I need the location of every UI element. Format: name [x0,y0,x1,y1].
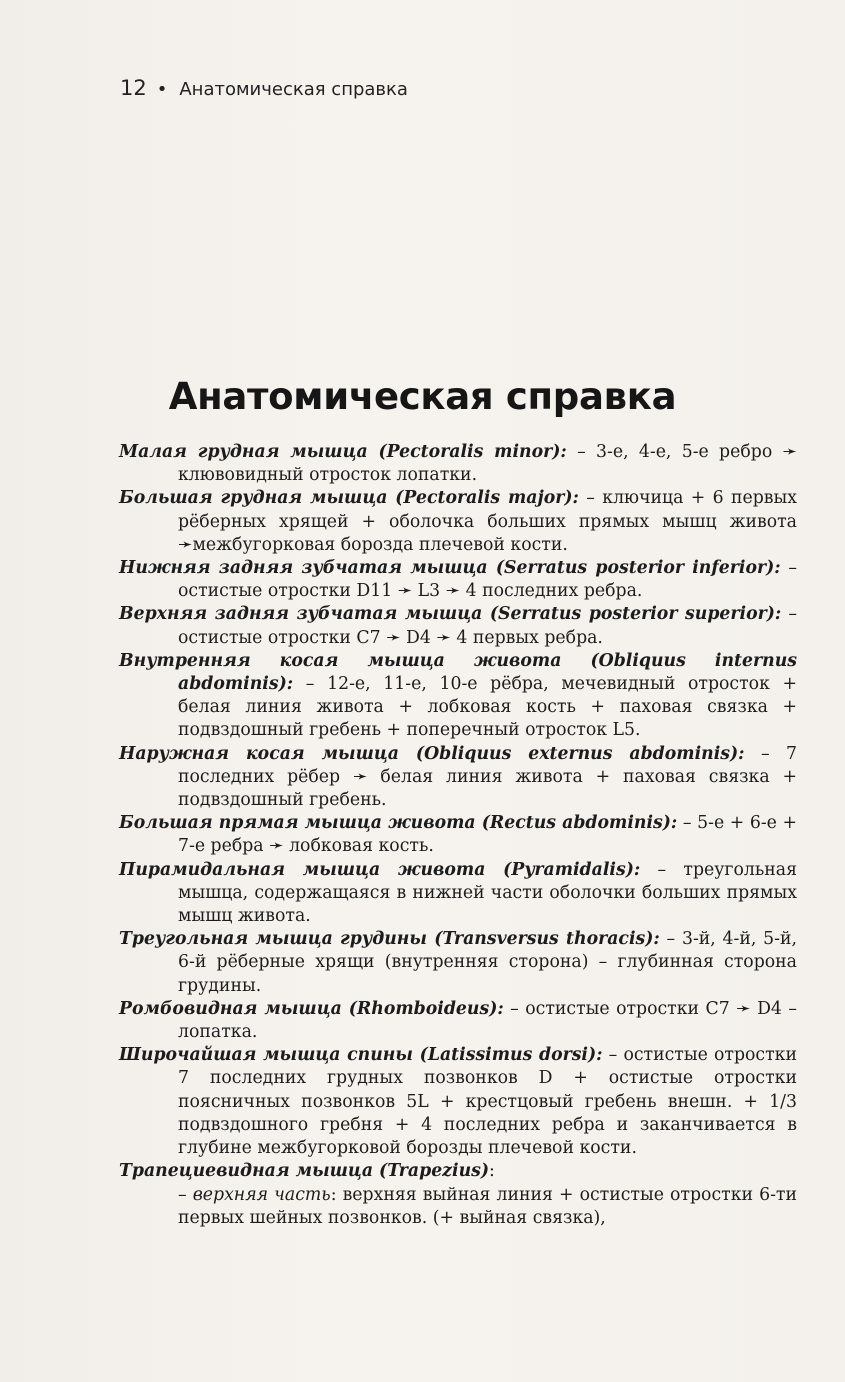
entry-term: Малая грудная мышца (Pectoralis minor): [119,442,567,462]
entry-pectoralis-minor [119,441,797,487]
entry-term: Трапециевидная мышца (Trapezius) [119,1161,490,1182]
running-title: Анатомическая справка [179,79,408,100]
page-number: 12 [120,76,147,100]
header-bullet: • [156,79,168,100]
entry-pectoralis-major [119,487,797,557]
entry-term: Большая грудная мышца (Pectoralis major): [119,488,579,509]
entry-text: – остистые отростки D11 ➛ L3 ➛ 4 последних ребра. [178,558,797,602]
muscle-list [119,441,797,1230]
entry-text: – 3-й, 4-й, 5-й, 6-й рёберные хрящи (внутренняя сторона) – глубинная сторона грудины. [178,929,797,996]
entry-text: – треугольная мышца, содержащаяся в нижней части оболочки больших прямых мышц живота. [178,859,797,927]
entry-term: Внутренняя косая мышца живота (Obliquus internus abdominis): [119,650,797,695]
entry-trapezius [119,1160,797,1183]
entry-rectus-abdominis [119,812,797,858]
entry-text: – остистые отростки С7 ➛ D4 ➛ 4 первых ребра. [178,604,798,648]
entry-rhomboideus [119,998,797,1044]
entry-transversus-thoracis [119,928,797,998]
entry-term: Пирамидальная мышца живота (Pyramidalis): [119,859,641,880]
sub-text: : верхняя выйная линия + остистые отростки 6-ти первых шейных позвонков. (+ выйная связка), [178,1184,797,1228]
entry-text: – 12-е, 11-е, 10-е рёбра, мечевидный отросток + белая линия живота + лобковая кость + паховая связка + подвздошный гребень + поперечный отросток L5. [178,674,797,741]
trapezius-upper-part [119,1184,797,1230]
entry-latissimus-dorsi [119,1044,797,1160]
entry-term: Верхняя задняя зубчатая мышца (Serratus posterior superior): [119,604,782,625]
sub-part-label: верхняя часть [192,1184,331,1205]
entry-serratus-posterior-inferior [119,557,797,603]
entry-text: : [489,1161,495,1182]
running-header [120,76,408,100]
entry-obliquus-internus [119,650,797,743]
entry-text: – ключица + 6 первых рёберных хрящей + оболочка больших прямых мышц живота ➛межбугорковая борозда плечевой кости. [178,488,797,555]
entry-text: – 7 последних рёбер ➛ белая линия живота + паховая связка + подвздошный гребень. [178,743,797,811]
entry-text: – 5-е + 6-е + 7-е ребра ➛ лобковая кость. [178,813,797,857]
entry-term: Наружная косая мышца (Obliquus externus abdominis): [119,743,745,764]
entry-text: – остистые отростки С7 ➛ D4 – лопатка. [178,998,797,1043]
entry-term: Большая прямая мышца живота (Rectus abdominis): [119,813,678,834]
entry-obliquus-externus [119,743,797,813]
entry-text: – 3-е, 4-е, 5-е ребро ➛ клювовидный отросток лопатки. [178,442,797,486]
section-title: Анатомическая справка [168,375,677,418]
entry-term: Широчайшая мышца спины (Latissimus dorsi): [119,1045,603,1066]
entry-serratus-posterior-superior [119,603,797,649]
sub-dash: – [178,1184,193,1205]
entry-term: Ромбовидная мышца (Rhomboideus): [119,998,504,1019]
entry-text: – остистые отростки 7 последних грудных позвонков D + остистые отростки поясничных позвонков 5L + крестцовый гребень внешн. + 1/3 подвздошного гребня + 4 последних ребра и заканчивается в глубине межбугорковой борозды плечевой кости. [178,1045,797,1159]
entry-pyramidalis [119,859,797,929]
entry-term: Треугольная мышца грудины (Transversus thoracis): [119,929,660,950]
entry-term: Нижняя задняя зубчатая мышца (Serratus posterior inferior): [119,558,781,579]
